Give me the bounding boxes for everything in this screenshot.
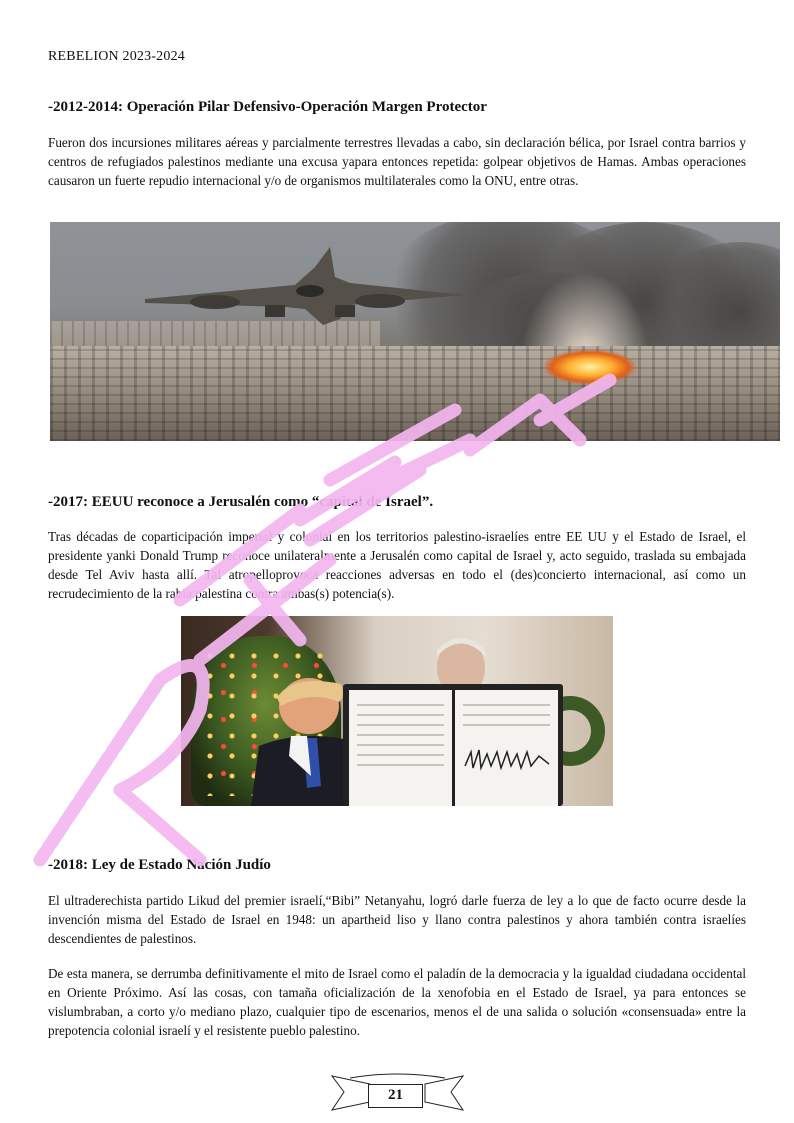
- signing-photo: [181, 616, 613, 806]
- section-heading-2018: -2018: Ley de Estado Nación Judío: [48, 857, 271, 873]
- airstrike-photo: [50, 222, 780, 441]
- section-paragraph-2012: Fueron dos incursiones militares aéreas y parcialmente terrestres llevadas a cabo, sin declaración bélica, por Israel contra barrios y centros de refugiados palestinos mediante una excusa yapara entonces repetida: golpear objetivos de Hamas. Ambas operaciones causaron un fuerte repudio internacional y/o de organismos multilaterales como la ONU, entre otras.: [48, 135, 746, 188]
- section-paragraph-2018-a: El ultraderechista partido Likud del premier israelí,“Bibi” Netanyahu, logró darle fuerza de ley a lo que de facto ocurre desde la invención misma del Estado de Israel en 1948: un apartheid liso y llano contra palestinos y ahora también contra israelíes descendientes de palestinos.: [48, 893, 746, 946]
- fighter-jet-icon: [145, 247, 475, 337]
- section-heading-2012: -2012-2014: Operación Pilar Defensivo-Operación Margen Protector: [48, 99, 487, 115]
- signature-icon: [463, 746, 553, 776]
- page-footer: [330, 1072, 465, 1112]
- section-paragraph-2017: Tras décadas de coparticipación imperial y colonial en los territorios palestino-israelíes entre EE UU y el Estado de Israel, el presidente yanki Donald Trump reconoce unilateralmente a Jerusalén como capital de Israel y, acto seguido, traslada su embajada desde Tel Aviv hasta allí. Tal atropelloprovoca reacciones adversas en todo el (des)concierto internacional, así como un recrudecimiento de la rabia palestina contra ambas(s) potencia(s).: [48, 529, 746, 601]
- section-paragraph-2018-b: De esta manera, se derrumba definitivamente el mito de Israel como el paladín de la democracia y la igualdad ciudadana occidental en Oriente Próximo. Así las cosas, con tamaña oficialización de la xenofobia en el Estado de Israel, ya para entonces se vislumbraban, a corto y/o mediano plazo, cualquier tipo de escenarios, menos el de una salida o solución «consensuada» entre la prepotencia colonial israelí y el resistente pueblo palestino.: [48, 966, 746, 1038]
- running-header: REBELION 2023-2024: [48, 49, 185, 64]
- section-heading-2017: -2017: EEUU reconoce a Jerusalén como “capital de Israel”.: [48, 494, 434, 510]
- signed-document: [343, 684, 563, 806]
- page-number: 21: [368, 1084, 423, 1108]
